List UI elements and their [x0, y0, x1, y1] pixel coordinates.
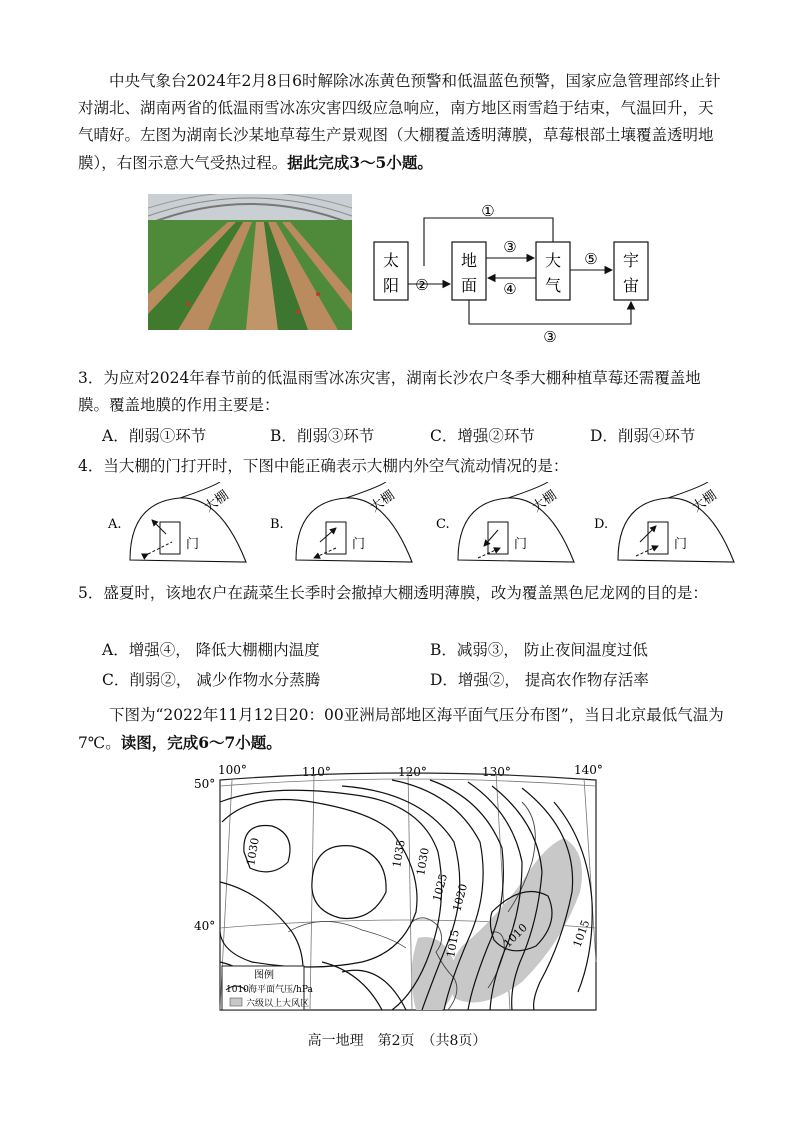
q4-option-b-label[interactable]: B. [270, 517, 284, 532]
label-3a: ③ [503, 238, 517, 256]
ground-label-2: 面 [460, 276, 478, 295]
legend-isobar-value: 1010 [226, 985, 249, 995]
intro-2-bold: 读图，完成6～7小题。 [120, 733, 282, 752]
lat-40: 40° [194, 919, 216, 933]
sun-label-1: 太 [382, 251, 400, 270]
space-label-1: 宇 [622, 251, 640, 270]
q5-option-a[interactable]: A．增强④， 降低大棚棚内温度 [102, 641, 320, 659]
sea-level-pressure-map [192, 762, 612, 1018]
sun-label-2: 阳 [382, 276, 400, 295]
q4-d-shed-label: 大棚 [689, 488, 720, 516]
q3-option-d[interactable]: D．削弱④环节 [590, 427, 696, 445]
lon-100: 100° [218, 763, 247, 777]
q4-option-d-label[interactable]: D. [594, 517, 609, 532]
isobar-label-1010: 1010 [500, 921, 530, 951]
q4-greenhouse-figures [100, 482, 740, 572]
intro-paragraph-1 [78, 68, 726, 177]
lon-130: 130° [482, 765, 511, 779]
q5-option-c[interactable]: C．削弱②， 减少作物水分蒸腾 [102, 671, 321, 689]
q5-option-d[interactable]: D．增强②， 提高农作物存活率 [430, 671, 649, 689]
arrow-1 [424, 218, 553, 266]
legend-title: 图例 [254, 970, 274, 981]
intro-1-bold: 据此完成3～5小题。 [287, 153, 433, 172]
label-3b: ③ [543, 328, 557, 346]
intro-paragraph-2 [78, 702, 726, 757]
q4-a-shed-label: 大棚 [201, 488, 232, 516]
label-2: ② [415, 276, 429, 294]
lon-120: 120° [398, 765, 427, 779]
isobar-label-1015-west: 1015 [444, 928, 462, 959]
legend-isobar-text: 海平面气压/hPa [248, 985, 313, 995]
question-5-stem: 5．盛夏时，该地农户在蔬菜生长季时会撤掉大棚透明薄膜，改为覆盖黑色尼龙网的目的是： [78, 584, 708, 602]
q4-c-shed-label: 大棚 [529, 488, 560, 516]
isobar-label-1015-east: 1015 [570, 918, 593, 950]
isobar-label-1030-west: 1030 [244, 836, 262, 867]
atmosphere-heating-diagram [366, 196, 656, 346]
page-footer: 高一地理 第2页 （共8页） [307, 1033, 487, 1049]
q4-option-c-label[interactable]: C. [436, 517, 450, 532]
isobar-label-1030-east: 1030 [414, 846, 432, 877]
intro-1-text: 中央气象台2024年2月8日6时解除冰冻黄色预警和低温蓝色预警，国家应急管理部终止针对湖北、湖南两省的低温雨雪冰冻灾害四级应急响应，南方地区雨雪趋于结束，气温回升，天气晴好。左图为湖南长沙某地草莓生产景观图（大棚覆盖透明薄膜，草莓根部土壤覆盖透明地膜），右图示意大气受热过程。 [78, 72, 721, 172]
label-4: ④ [503, 280, 517, 298]
q4-figure-b [270, 482, 412, 562]
isobar-label-1020: 1020 [450, 882, 471, 913]
lon-110: 110° [302, 765, 331, 779]
space-label-2: 宙 [622, 276, 640, 295]
strawberry-greenhouse-photo [148, 194, 352, 330]
lon-140: 140° [574, 763, 603, 777]
atmosphere-label-2: 气 [544, 276, 562, 295]
q4-b-door-label: 门 [352, 537, 366, 552]
q3-option-b[interactable]: B．削弱③环节 [270, 427, 375, 445]
question-3-stem: 3．为应对2024年春节前的低温雨雪冰冻灾害，湖南长沙农户冬季大棚种植草莓还需覆盖地膜。覆盖地膜的作用主要是： [78, 369, 701, 414]
q4-figure-a [107, 482, 246, 562]
ground-label-1: 地 [460, 251, 478, 270]
q4-b-shed-label: 大棚 [367, 488, 398, 516]
q4-figure-d [594, 482, 734, 562]
label-5: ⑤ [584, 250, 598, 268]
q4-d-door-label: 门 [674, 537, 688, 552]
arrow-3b [469, 300, 631, 324]
atmosphere-label-1: 大 [544, 251, 562, 270]
isobar-high-center [312, 846, 386, 919]
label-1: ① [481, 202, 495, 220]
q3-option-a[interactable]: A．削弱①环节 [102, 427, 207, 445]
map-legend [222, 966, 313, 1010]
isobar-label-1035: 1035 [390, 838, 408, 869]
q4-figure-c [436, 482, 574, 562]
q4-option-a-label[interactable]: A. [108, 517, 122, 532]
lat-50: 50° [194, 777, 216, 791]
q4-a-door-label: 门 [186, 537, 200, 552]
isobar-label-1025: 1025 [430, 872, 451, 903]
q3-option-c[interactable]: C．增强②环节 [430, 427, 535, 445]
legend-wind-text: 六级以上大风区 [246, 999, 310, 1009]
q4-c-door-label: 门 [514, 537, 528, 552]
q5-option-b[interactable]: B．减弱③， 防止夜间温度过低 [430, 641, 648, 659]
intro-2-text: 下图为“2022年11月12日20：00亚洲局部地区海平面气压分布图”，当日北京最低气温为7℃。 [78, 706, 724, 752]
question-4-stem: 4．当大棚的门打开时，下图中能正确表示大棚内外空气流动情况的是： [78, 457, 569, 475]
